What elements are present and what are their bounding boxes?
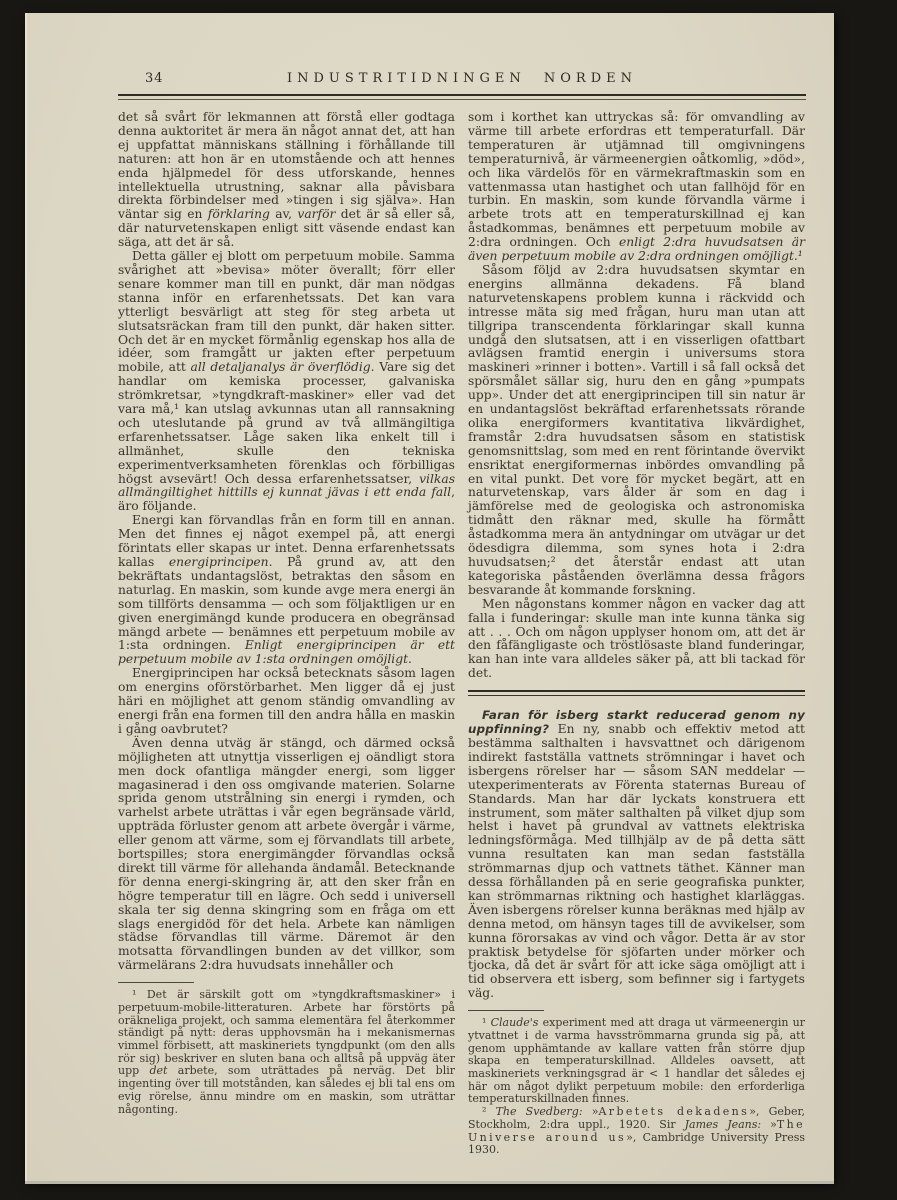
left-column-body [118, 111, 455, 973]
right-column-body [468, 111, 805, 681]
footnote-paragraph: ¹ Claude's experiment med att draga ut värmeenergin ur ytvattnet i de varma havsströmmarna grunda sig på, att genom upphämtande av kallare vatten från större djup skapa en temperaturskillnad. Alldeles oavsett, att maskineriets verkningsgrad är < 1 handlar det således ej här om något dylikt perpetuum mobile: den erforderliga temperaturskillnaden finnes. [468, 1016, 805, 1106]
paragraph: det så svårt för lekmannen att förstå eller godtaga denna auktoritet är mera än något annat det, att han ej uppfattat människans ställning i förhållande till naturen: att hon är en utomstående och att hennes enda hjälpmedel för dess utforskande, hennes intellektuella utrustning, saknar alla påvisbara direkta förbindelser med »tingen i sig själva». Han väntar sig en förklaring av, varför det är så eller så, där naturvetenskapen enligt sitt väsende endast kan säga, att det är så. [118, 110, 456, 250]
left-column-footnotes [118, 989, 455, 1116]
page-number: 34 [145, 71, 164, 86]
journal-title: INDUSTRITIDNINGEN NORDEN [287, 71, 637, 86]
paragraph: Såsom följd av 2:dra huvudsatsen skymtar en energins allmänna dekadens. Få bland naturvetenskapens problem kunna i räckvidd och intresse mäta sig med frågan, huru man utan att tillgripa transcendenta förklaringar skall kunna undgå den slutsatsen, att i en visserligen ofattbart avlägsen framtid energin i universums stora maskineri »rinner i botten». Vartill i så fall också det spörsmålet sällar sig, huru den en gång »pumpats upp». Under det att energiprincipen till sin natur är en undantagslöst bekräftad erfarenhetssats rörande olika energiformers kvantitativa likvärdighet, framstår 2:dra huvudsatsen såsom en statistisk genomsnittslag, som med en rent förintande övervikt ensriktat energiformernas inbördes omvandling på en vital punkt. Det vore för mycket begärt, att en naturvetenskap, vars ålder är som en dag i jämförelse med de geologiska och astronomiska tidmått den räknar med, skulle ha förmått åstadkomma mera än antydningar om utvägar ur det ödesdigra dilemma, som synes hota i 2:dra huvudsatsen;² det återstår endast att utan kategoriska påståenden överlämna dessa frågors besvarande åt kommande forskning. [468, 262, 805, 597]
page-header [118, 69, 806, 88]
page-content [25, 13, 834, 1157]
section-divider-rule [468, 690, 805, 696]
left-column [118, 111, 455, 1116]
paragraph: Men någonstans kommer någon en vacker dag att falla i funderingar: skulle man inte kunna tänka sig att . . . Och om någon upplyser honom om, att det är den fåfängligaste och tröstlösaste bland funderingar, kan han inte vara alldeles säker på, att bli tackad för det. [468, 596, 805, 681]
right-column-footnotes [468, 1017, 805, 1157]
right-column [468, 111, 805, 1157]
paragraph: Energiprincipen har också betecknats såsom lagen om energins oförstörbarhet. Men ligger då ej just häri en möjlighet att genom ständig omvandling av energi från ena formen till den andra hålla en maskin i gång oavbrutet? [118, 666, 455, 736]
paragraph: Detta gäller ej blott om perpetuum mobile. Samma svårighet att »bevisa» möter överallt; förr eller senare kommer man till en punkt, där man nödgas stanna inför en erfarenhetssats. Det kan vara ytterligt besvärligt att steg för steg arbeta ut slutsatsräckan fram till den punkt, där haken sitter. Och det är en mycket förmånlig egenskap hos alla de idéer, som framgått ur jakten efter perpetuum mobile, att all detaljanalys är överflödig. Vare sig det handlar om kemiska processer, galvaniska strömkretsar, »tyngdkraft-maskiner» eller vad det vara må,¹ kan utslag avkunnas utan all rannsakning och uteslutande på grund av två allmängiltiga erfarenhetssatser. Låge saken lika enkelt till i allmänhet, skulle den tekniska experimentverksamheten förenklas och förbilligas högst avsevärt! Och dessa erfarenhetssatser, vilkas allmängiltighet hittills ej kunnat jävas i ett enda fall, äro följande. [118, 249, 455, 514]
text-columns [118, 111, 806, 1157]
paragraph: Energi kan förvandlas från en form till en annan. Men det finnes ej något exempel på, att energi förintats eller skapas ur intet. Denna erfarenhetssats kallas energiprincipen. På grund av, att den bekräftats undantagslöst, betraktas den såsom en naturlag. En maskin, som kunde avge mera energi än som tillförts densamma — och som följaktligen ur en given energimängd kunde producera en obegränsad mängd arbete — benämnes ett perpetuum mobile av 1:sta ordningen. Enligt energiprincipen är ett perpetuum mobile av 1:sta ordningen omöjligt. [118, 513, 456, 667]
right-footnote-rule [468, 1010, 544, 1011]
paper-sheet [25, 13, 834, 1181]
header-rule [118, 94, 806, 100]
paragraph: Även denna utväg är stängd, och därmed också möjligheten att utnyttja visserligen ej oändligt stora men dock ofantliga mängder energi, som ligger magasinerad i den oss omgivande materien. Solarne sprida genom utstrålning sin energi i rymden, och varhelst arbete uträttas i vår egen begränsade värld, uppträda förluster genom att arbete övergår i värme, eller genom att värme, som ej förvandlats till arbete, bortspilles; stora energimängder förvandlas också direkt till värme för allehanda ändamål. Betecknande för denna energi-skingring är, att den sker från en högre temperatur till en lägre. Och sedd i universell skala ter sig denna skingring som en fråga om ett slags energidöd för det hela. Arbete kan nämligen städse förvandlas till värme. Däremot är den motsatta förvandlingen bunden av det villkor, som värmelärans 2:dra huvudsats innehåller och [118, 735, 455, 973]
footnote-paragraph: ² The Svedberg: »Arbetets dekadens», Geber, Stockholm, 2:dra uppl., 1920. Sir James Jeans: »The Universe around us», Cambridge University Press 1930. [468, 1105, 806, 1157]
footnote-paragraph: ¹ Det är särskilt gott om »tyngdkraftsmaskiner» i perpetuum-mobile-litteraturen. Arbete har förstörts på oräkneliga projekt, och samma elementära fel återkommer ständigt på nytt: deras upphovsmän ha i mekanismernas vimmel förbisett, att maskineriets tyngdpunkt (om den alls rör sig) beskriver en sluten bana och alltså på uppväg äter upp det arbete, som uträttades på nerväg. Det blir ingenting över till motstånden, kan således ej bli tal ens om evig rörelse, ännu mindre om en maskin, som uträttar någonting. [118, 988, 456, 1116]
article-heading: Faran för isberg starkt reducerad genom ny uppfinning? [468, 708, 805, 737]
paragraph: Faran för isberg starkt reducerad genom ny uppfinning? En ny, snabb och effektiv metod att bestämma salthalten i havsvattnet och därigenom indirekt fastställa vattnets strömningar i havet och isbergens rörelser har — såsom SAN meddelar — utexperimenterats av Förenta staternas Bureau of Standards. Man har där lyckats konstruera ett instrument, som mäter salthalten på vilket djup som helst i havet på grundval av vattnets elektriska ledningsförmåga. Med tillhjälp av de på detta sätt vunna resultaten kan man sedan fastställa strömmarnas djup och vattnets täthet. Känner man dessa förhållanden på en serie geografiska punkter, kan strömmarnas riktning och hastighet klarläggas. Även isbergens rörelser kunna beräknas med hjälp av denna metod, om hänsyn tages till de avvikelser, som kunna förorsakas av vind och vågor. Detta är av stor praktisk betydelse för sjöfarten under mörker och tjocka, då det är svårt för att icke säga omöjligt att i tid observera ett isberg, som befinner sig i fartygets väg. [468, 708, 805, 1001]
paragraph: som i korthet kan uttryckas så: för omvandling av värme till arbete erfordras ett temperaturfall. Där temperaturen är utjämnad till omgivningens temperaturnivå, är värmeenergien oåtkomlig, »död», och lika värdelös för en värmekraftmaskin som en vattenmassa utan hastighet och utan fallhöjd för en turbin. En maskin, som kunde förvandla värme i arbete trots att en temperaturskillnad ej kan åstadkommas, benämnes ett perpetuum mobile av 2:dra ordningen. Och enligt 2:dra huvudsatsen är även perpetuum mobile av 2:dra ordningen omöjligt.¹ [468, 110, 805, 264]
article-iceberg-section [468, 709, 805, 1001]
left-footnote-rule [118, 982, 194, 983]
